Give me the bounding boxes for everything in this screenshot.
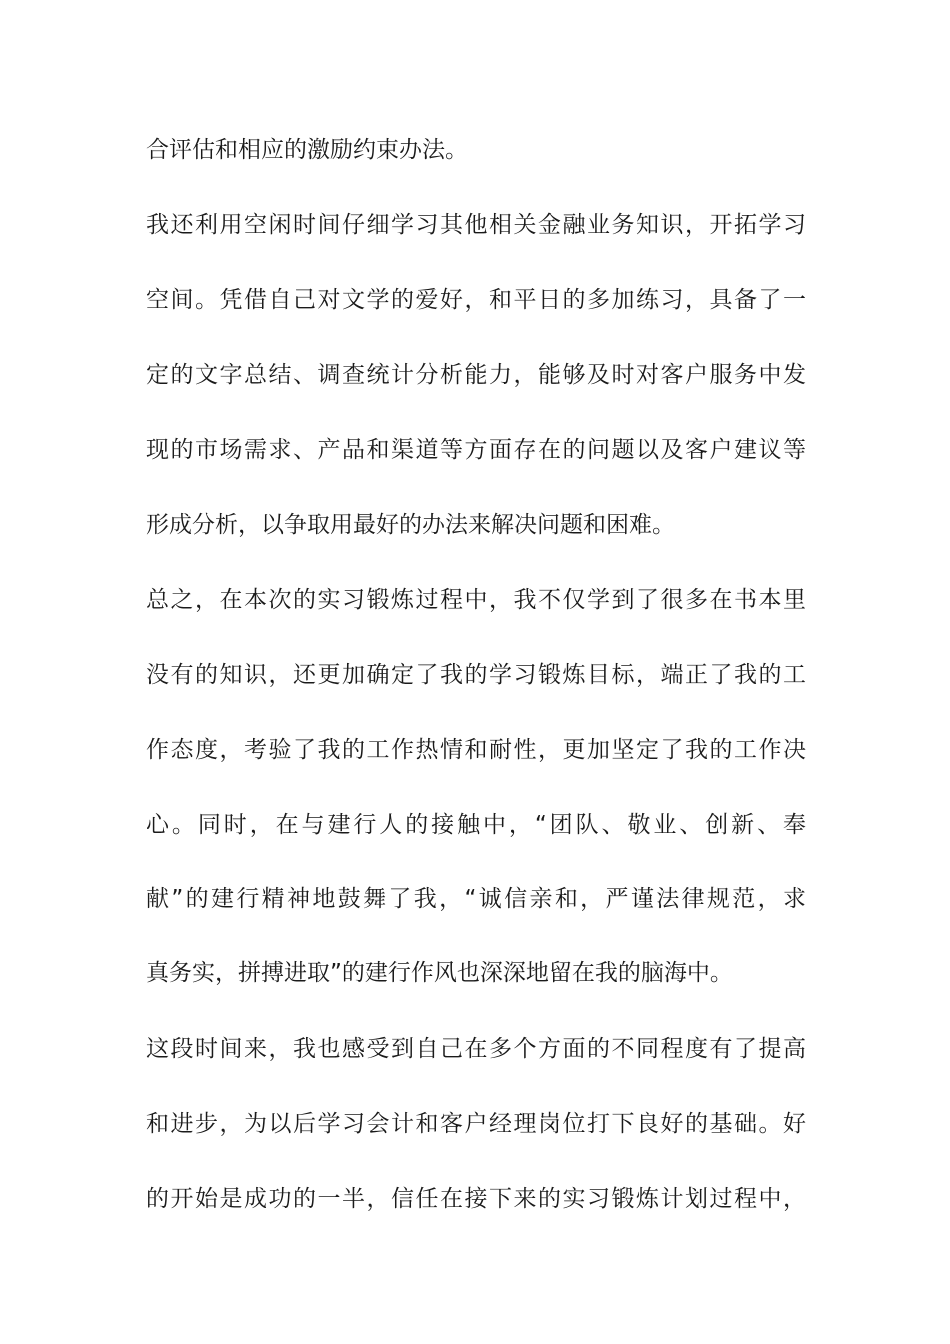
text-line-5: 现的市场需求、产品和渠道等方面存在的问题以及客户建议等	[146, 437, 806, 463]
text-line-4: 定的文字总结、调查统计分析能力，能够及时对客户服务中发	[146, 362, 806, 388]
text-line-10: 心。同时，在与建行人的接触中，“团队、敬业、创新、奉	[146, 812, 806, 838]
text-line-15: 的开始是成功的一半，信任在接下来的实习锻炼计划过程中，	[146, 1186, 806, 1212]
text-line-14: 和进步，为以后学习会计和客户经理岗位打下良好的基础。好	[146, 1111, 806, 1137]
text-line-1: 合评估和相应的激励约束办法。	[146, 137, 468, 163]
text-line-11: 献”的建行精神地鼓舞了我，“诚信亲和，严谨法律规范，求	[146, 886, 806, 912]
text-line-13: 这段时间来，我也感受到自己在多个方面的不同程度有了提高	[146, 1036, 806, 1062]
text-line-7: 总之，在本次的实习锻炼过程中，我不仅学到了很多在书本里	[146, 587, 806, 613]
text-line-6: 形成分析，以争取用最好的办法来解决问题和困难。	[146, 512, 675, 538]
text-line-8: 没有的知识，还更加确定了我的学习锻炼目标，端正了我的工	[146, 662, 806, 688]
text-line-2: 我还利用空闲时间仔细学习其他相关金融业务知识，开拓学习	[146, 212, 806, 238]
text-line-9: 作态度，考验了我的工作热情和耐性，更加坚定了我的工作决	[146, 737, 806, 763]
text-line-3: 空间。凭借自己对文学的爱好，和平日的多加练习，具备了一	[146, 287, 806, 313]
text-line-12: 真务实，拼搏进取”的建行作风也深深地留在我的脑海中。	[146, 960, 733, 986]
